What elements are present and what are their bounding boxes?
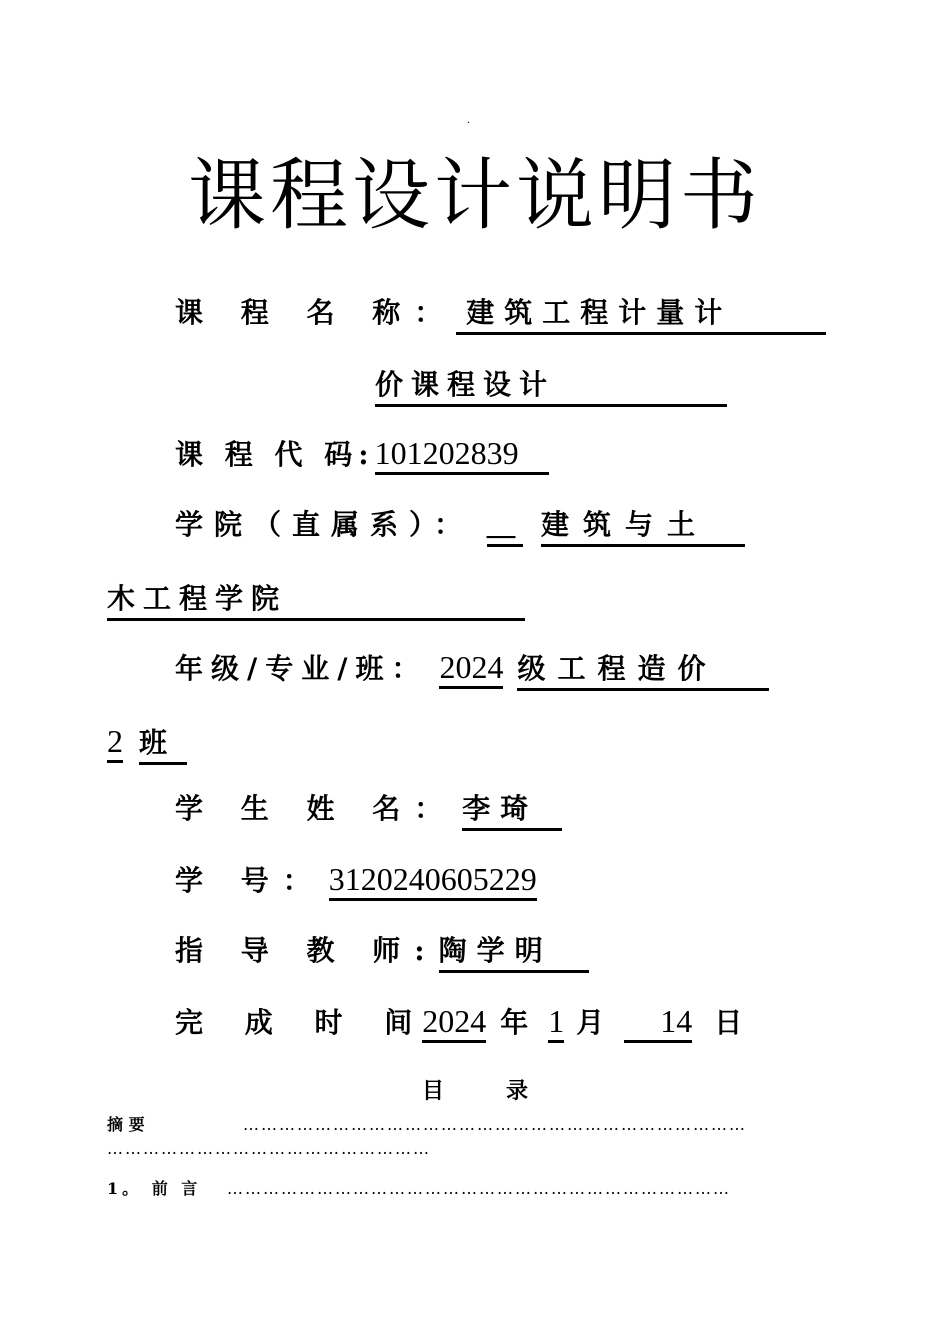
grade-year: 2024 — [439, 648, 503, 689]
toc-entry-abstract-continued — [107, 1138, 431, 1160]
date-month: 1 — [548, 1002, 564, 1043]
student-id-label: 学 号： — [175, 864, 325, 897]
student-name-row — [175, 790, 562, 831]
college-blank: ＿ — [487, 506, 523, 547]
advisor-row — [175, 932, 589, 973]
college-value-line2: 木工程学院 — [107, 580, 525, 621]
date-year: 2024 — [422, 1002, 486, 1043]
student-id-row — [175, 860, 537, 901]
student-name-label: 学 生 姓 名： — [175, 792, 457, 825]
grade-class-number: 2 — [107, 722, 123, 763]
date-day-unit: 日 — [714, 1006, 745, 1039]
course-code-label: 课 程 代 码: — [175, 438, 375, 471]
toc-entry-preface[interactable] — [107, 1178, 731, 1200]
college-row-2 — [107, 580, 525, 621]
advisor-label: 指 导 教 师: — [175, 934, 439, 967]
grade-class-suffix: 班 — [139, 724, 187, 765]
course-code-row — [175, 434, 549, 475]
course-name-value-line1: 建筑工程计量计 — [456, 294, 826, 335]
toc-entry-abstract[interactable] — [107, 1114, 747, 1136]
toc-entry-leader: ………………………………………………………………………… — [243, 1115, 747, 1134]
date-month-unit: 月 — [576, 1006, 607, 1039]
college-label: 学院（直属系）： — [175, 508, 474, 541]
course-name-row — [175, 294, 826, 335]
toc-entry-leader: ……………………………………………… — [107, 1139, 431, 1158]
course-name-label: 课 程 名 称： — [175, 296, 457, 329]
advisor-value: 陶学明 — [439, 932, 589, 973]
toc-entry-label: 1。 前 言 — [107, 1179, 202, 1198]
toc-entry-label: 摘 要 — [107, 1115, 145, 1134]
date-label: 完 成 时 间 — [175, 1006, 429, 1039]
course-name-row-2 — [375, 366, 727, 407]
toc-entry-leader: ………………………………………………………………………… — [227, 1179, 731, 1198]
course-name-value-line2: 价课程设计 — [375, 366, 727, 407]
date-year-unit: 年 — [500, 1006, 531, 1039]
date-day: 14 — [624, 1002, 692, 1043]
document-title: 课程设计说明书 — [187, 151, 762, 241]
toc-title: 目录 — [421, 1078, 590, 1104]
date-row — [175, 1002, 744, 1043]
college-row — [175, 506, 745, 547]
grade-row-2 — [107, 722, 187, 765]
course-code-value: 101202839 — [375, 434, 549, 475]
college-value-line1: 建筑与土 — [541, 506, 745, 547]
page-marker: . — [467, 115, 471, 126]
grade-major: 级工程造价 — [517, 650, 769, 691]
student-id-value: 3120240605229 — [329, 860, 537, 901]
student-name-value: 李琦 — [462, 790, 562, 831]
grade-row — [175, 648, 769, 691]
grade-label: 年级/专业/班： — [175, 652, 428, 685]
